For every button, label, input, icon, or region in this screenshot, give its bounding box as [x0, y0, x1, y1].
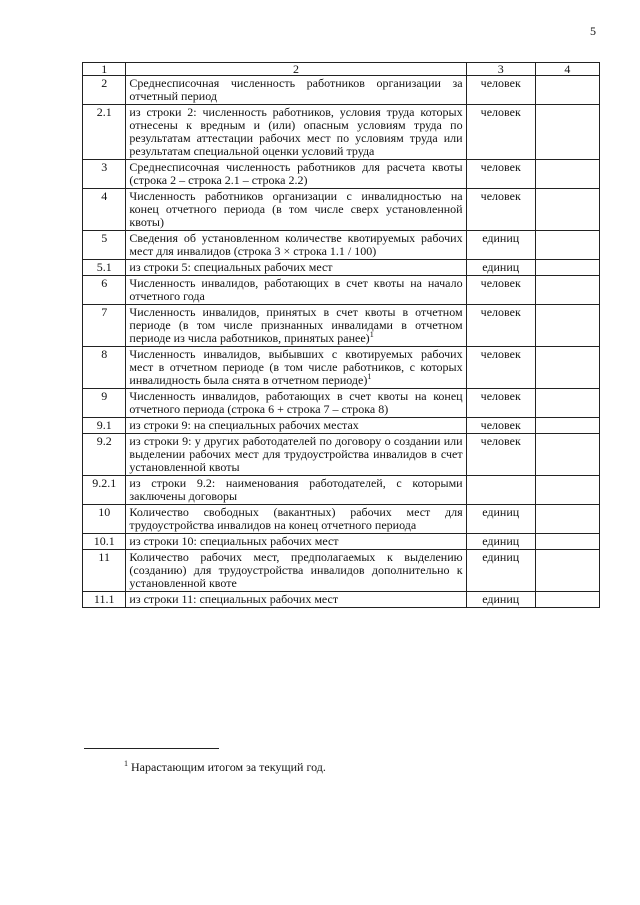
indicator-text: из строки 9: на специальных рабочих местах: [129, 418, 359, 432]
value-cell: [535, 276, 599, 305]
unit-cell: человек: [466, 276, 535, 305]
indicator-name-cell: [126, 534, 466, 550]
indicator-name-cell: [126, 160, 466, 189]
unit-cell: человек: [466, 434, 535, 476]
header-cell-1: 1: [83, 63, 126, 76]
indicator-text: из строки 10: специальных рабочих мест: [129, 534, 339, 548]
footnote-separator: [84, 748, 219, 749]
header-cell-3: 3: [466, 63, 535, 76]
table-row: [83, 389, 600, 418]
value-cell: [535, 550, 599, 592]
indicator-text: Среднесписочная численность работников для расчета квоты (строка 2 – строка 2.1 – строка 2.2): [129, 160, 463, 187]
row-number-cell: 9: [83, 389, 126, 418]
indicator-name-cell: [126, 260, 466, 276]
unit-cell: единиц: [466, 534, 535, 550]
indicator-name-cell: [126, 418, 466, 434]
value-cell: [535, 160, 599, 189]
footnote-marker: 1: [124, 759, 128, 768]
indicator-text: из строки 11: специальных рабочих мест: [129, 592, 339, 606]
indicator-text: Численность инвалидов, работающих в счет квоты на начало отчетного года: [129, 276, 463, 303]
row-number-cell: 3: [83, 160, 126, 189]
row-number-cell: 10: [83, 505, 126, 534]
indicator-name-cell: [126, 476, 466, 505]
table-row: [83, 592, 600, 608]
unit-cell: человек: [466, 105, 535, 160]
table-row: [83, 105, 600, 160]
table-row: [83, 550, 600, 592]
indicator-text: Количество рабочих мест, предполагаемых к выделению (созданию) для трудоустройства инвалидов дополнительно к установленной квоте: [129, 550, 463, 590]
unit-cell: человек: [466, 418, 535, 434]
value-cell: [535, 505, 599, 534]
header-cell-2: 2: [126, 63, 466, 76]
row-number-cell: 9.1: [83, 418, 126, 434]
row-number-cell: 5: [83, 231, 126, 260]
value-cell: [535, 418, 599, 434]
indicator-name-cell: [126, 434, 466, 476]
header-cell-4: 4: [535, 63, 599, 76]
value-cell: [535, 389, 599, 418]
unit-cell: человек: [466, 305, 535, 347]
unit-cell: человек: [466, 389, 535, 418]
unit-cell: человек: [466, 76, 535, 105]
footnote-reference: 1: [369, 330, 374, 339]
table-row: [83, 347, 600, 389]
indicator-text: Численность инвалидов, принятых в счет квоты в отчетном периоде (в том числе признанных инвалидами в отчетном периоде из числа работников, принятых ранее): [129, 305, 463, 345]
indicator-name-cell: [126, 347, 466, 389]
table-row: [83, 231, 600, 260]
table-row: [83, 260, 600, 276]
row-number-cell: 6: [83, 276, 126, 305]
table-row: [83, 76, 600, 105]
row-number-cell: 9.2.1: [83, 476, 126, 505]
indicator-name-cell: [126, 105, 466, 160]
row-number-cell: 10.1: [83, 534, 126, 550]
footnote: [124, 760, 326, 775]
table-row: [83, 305, 600, 347]
table-row: [83, 476, 600, 505]
indicator-name-cell: [126, 592, 466, 608]
indicator-text: Численность инвалидов, работающих в счет квоты на конец отчетного периода (строка 6 + строка 7 – строка 8): [129, 389, 463, 416]
table-row: [83, 418, 600, 434]
value-cell: [535, 347, 599, 389]
value-cell: [535, 76, 599, 105]
indicator-name-cell: [126, 76, 466, 105]
table-row: [83, 276, 600, 305]
unit-cell: человек: [466, 160, 535, 189]
table-row: [83, 505, 600, 534]
unit-cell: единиц: [466, 592, 535, 608]
indicator-text: из строки 9: у других работодателей по договору о создании или выделении рабочих мест для трудоустройства инвалидов в счет установленной квоты: [129, 434, 463, 474]
row-number-cell: 2: [83, 76, 126, 105]
indicator-text: Численность работников организации с инвалидностью на конец отчетного периода (в том числе сверх установленной квоты): [129, 189, 463, 229]
unit-cell: человек: [466, 347, 535, 389]
value-cell: [535, 434, 599, 476]
indicator-name-cell: [126, 276, 466, 305]
unit-cell: единиц: [466, 550, 535, 592]
table-row: [83, 434, 600, 476]
footnote-text: Нарастающим итогом за текущий год.: [131, 760, 326, 774]
indicator-text: Численность инвалидов, выбывших с квотируемых рабочих мест в отчетном периоде (в том числе работников, с которых инвалидность была снята в отчетном периоде): [129, 347, 463, 387]
row-number-cell: 7: [83, 305, 126, 347]
table-header-row: [83, 63, 600, 76]
row-number-cell: 11: [83, 550, 126, 592]
page-number: 5: [590, 24, 596, 38]
unit-cell: человек: [466, 189, 535, 231]
value-cell: [535, 105, 599, 160]
row-number-cell: 8: [83, 347, 126, 389]
unit-cell: [466, 476, 535, 505]
indicator-name-cell: [126, 550, 466, 592]
footnote-reference: 1: [367, 372, 372, 381]
indicator-name-cell: [126, 305, 466, 347]
indicator-text: из строки 5: специальных рабочих мест: [129, 260, 333, 274]
indicator-text: Сведения об установленном количестве квотируемых рабочих мест для инвалидов (строка 3 × строка 1.1 / 100): [129, 231, 463, 258]
table-row: [83, 160, 600, 189]
value-cell: [535, 534, 599, 550]
value-cell: [535, 189, 599, 231]
row-number-cell: 2.1: [83, 105, 126, 160]
table-row: [83, 534, 600, 550]
table-row: [83, 189, 600, 231]
row-number-cell: 5.1: [83, 260, 126, 276]
statistics-form-table: [82, 62, 600, 608]
value-cell: [535, 260, 599, 276]
indicator-name-cell: [126, 189, 466, 231]
indicator-name-cell: [126, 231, 466, 260]
indicator-text: Количество свободных (вакантных) рабочих мест для трудоустройства инвалидов на конец отчетного периода: [129, 505, 463, 532]
indicator-text: из строки 9.2: наименования работодателей, с которыми заключены договоры: [129, 476, 463, 503]
indicator-name-cell: [126, 389, 466, 418]
indicator-text: Среднесписочная численность работников организации за отчетный период: [129, 76, 463, 103]
value-cell: [535, 476, 599, 505]
row-number-cell: 4: [83, 189, 126, 231]
unit-cell: единиц: [466, 505, 535, 534]
value-cell: [535, 592, 599, 608]
unit-cell: единиц: [466, 260, 535, 276]
unit-cell: единиц: [466, 231, 535, 260]
value-cell: [535, 231, 599, 260]
row-number-cell: 9.2: [83, 434, 126, 476]
row-number-cell: 11.1: [83, 592, 126, 608]
table-body: [83, 63, 600, 608]
indicator-name-cell: [126, 505, 466, 534]
indicator-text: из строки 2: численность работников, условия труда которых отнесены к вредным и (или) опасным условиям труда по результатам аттестации рабочих мест по условиям труда или результатам специальной оценки условий труда: [129, 105, 463, 158]
value-cell: [535, 305, 599, 347]
